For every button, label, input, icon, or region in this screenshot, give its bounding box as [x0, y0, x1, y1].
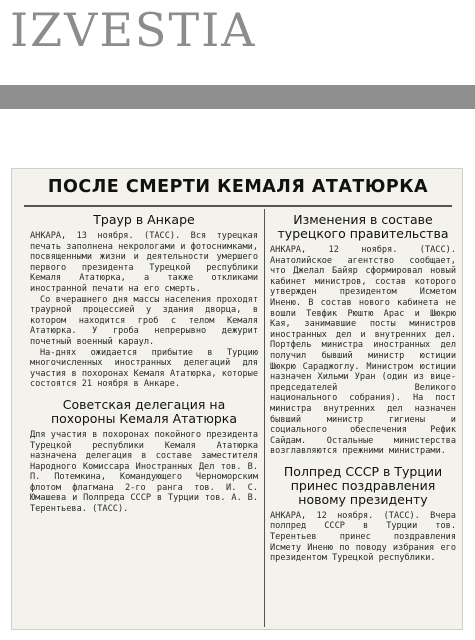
paragraph: На-днях ожидается прибытие в Турцию многочисленных иностранных делегаций для участия в похоронах Кемаля Ататюрка, которые состоятся 21 ноября в Анкаре.	[30, 347, 258, 390]
column-divider	[264, 209, 265, 627]
subheading-soviet-delegation: Советская делегация на похороны Кемаля Ататюрка	[50, 396, 238, 426]
paragraph: Для участия в похоронах покойного президента Турецкой республики Кемаля Ататюрка назначена делегация в составе заместителя Народного Комиссара Иностранных Дел тов. В. П. Потемкина, Командующего Черноморским флотом флагмана 2-го ранга тов. И. С. Юмашева и Полпреда СССР в Турции тов. А. В. Терентьева. (ТАСС).	[30, 429, 258, 515]
masthead-divider-bar	[0, 85, 475, 109]
subheading-mourning: Траур в Анкаре	[93, 212, 195, 227]
paragraph: Со вчерашнего дня массы населения проходят траурной процессией у здания дворца, в котором находится гроб с телом Кемаля Ататюрка. У гроба непрерывно дежурит почетный военный караул.	[30, 294, 258, 347]
paragraph: АНКАРА, 12 ноября. (ТАСС). Вчера полпред СССР в Турции тов. Терентьев принес поздравления Исмету Иненю по поводу избрания его президентом Турецкой республики.	[270, 510, 456, 564]
headline-rule	[24, 205, 452, 207]
masthead-title: IZVESTIA	[10, 3, 257, 57]
paragraph: АНКАРА, 13 ноября. (ТАСС). Вся турецкая печать заполнена некрологами и фотоснимками, посвященными жизни и деятельности умершего первого президента Турецкой республики Кемаля Ататюрка, а также откликами иностранной печати на его смерть.	[30, 231, 258, 294]
right-column	[270, 211, 456, 564]
article-headline: ПОСЛЕ СМЕРТИ КЕМАЛЯ АТАТЮРКА	[47, 177, 429, 197]
left-column	[30, 211, 258, 515]
subheading-government-changes: Изменения в составе турецкого правительства	[277, 212, 449, 241]
paragraph: АНКАРА, 12 ноября. (ТАСС). Анатолийское агентство сообщает, что Джелал Байяр сформировал новый кабинет министров, состав которого утвержден президентом Исметом Иненю. В состав нового кабинета не вошли Тевфик Рюштю Арас и Шюкрю Кая, занимавшие посты министров иностранных дел и внутренних дел. Портфель министра иностранных дел получил бывший министр юстиции Шюкрю Сараджоглу. Министром юстиции назначен Хильми Уран (один из вице-председателей Великого национального собрания). На пост министра внутренних дел назначен бывший министр гигиены и социального обеспечения Рефик Сайдам. Остальные министерства возглавляются прежними министрами.	[270, 245, 456, 457]
subheading-ambassador-congratulations: Полпред СССР в Турции принес поздравления новому президенту	[283, 463, 443, 507]
newspaper-clipping	[11, 168, 463, 630]
